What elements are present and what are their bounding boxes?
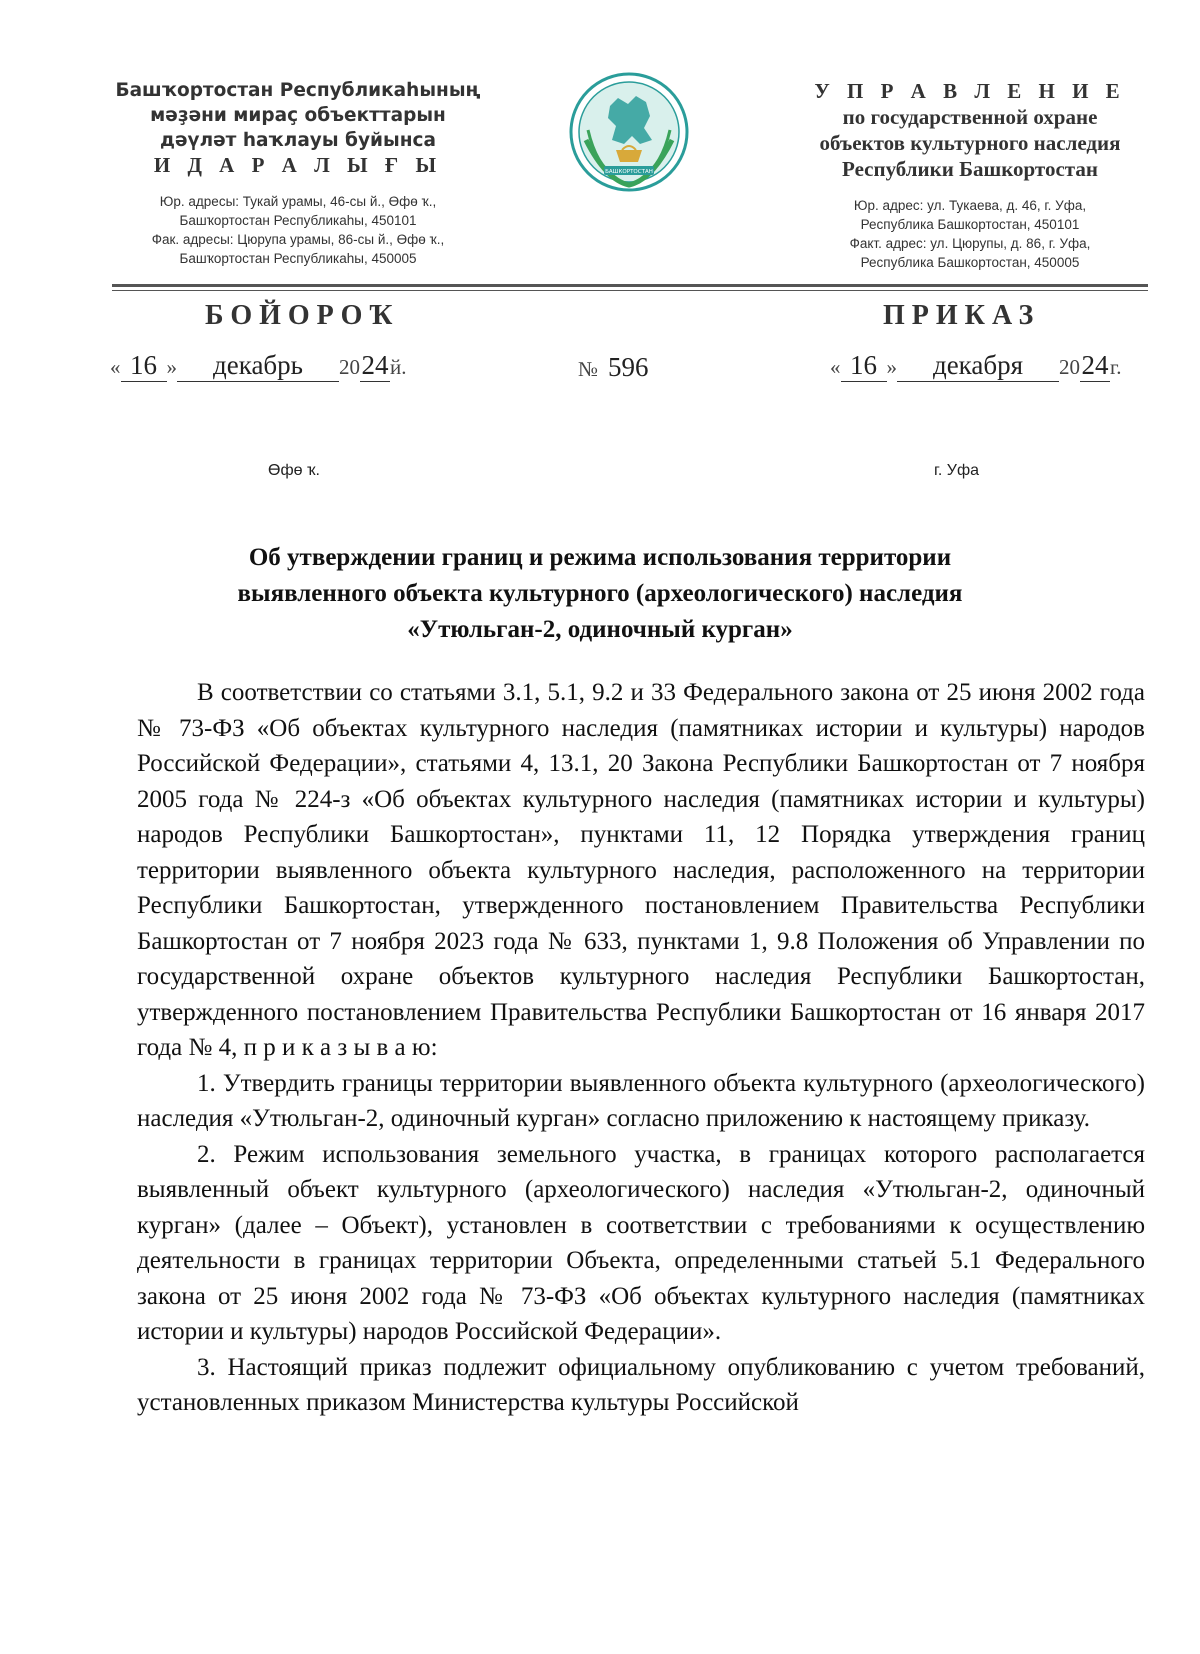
year-mark: г. (1110, 355, 1122, 379)
header-left-org (108, 78, 488, 268)
quote-open: « (830, 355, 841, 379)
date-russian (830, 350, 1122, 382)
number-sign: № (578, 357, 599, 381)
date-day: 16 (841, 350, 887, 382)
city-russian: г. Уфа (934, 462, 979, 479)
quote-close: » (166, 355, 177, 379)
title-line: «Утюльган-2, одиночный курган» (407, 616, 793, 643)
doc-type-bashkir: БОЙОРОҠ (205, 300, 400, 331)
quote-open: « (110, 355, 121, 379)
header-divider-thin (112, 290, 1148, 291)
paragraph-item-3: 3. Настоящий приказ подлежит официальному опубликованию с учетом требований, установленных приказом Министерства культуры Российской (137, 1353, 1145, 1416)
quote-close: » (886, 355, 897, 379)
doc-type-russian: ПРИКАЗ (883, 300, 1041, 331)
address-russian (790, 196, 1150, 272)
date-month: декабря (897, 350, 1059, 382)
address-line: Республика Башкортостан, 450005 (860, 255, 1080, 270)
year-mark: й. (390, 355, 407, 379)
date-bashkir (110, 350, 407, 382)
address-line: Башҡортостан Республикаһы, 450101 (179, 213, 417, 228)
org-line-bashkir-4: И Д А Р А Л Ы Ғ Ы (153, 153, 443, 177)
title-line: выявленного объекта культурного (археологического) наследия (237, 580, 963, 607)
address-line: Юр. адрес: ул. Тукаева, д. 46, г. Уфа, (853, 198, 1087, 213)
header-divider-thick (112, 284, 1148, 287)
org-line-bashkir-3: дәүләт һаҡлауы буйынса (160, 130, 436, 151)
order-number (578, 352, 649, 383)
address-line: Фак. адресы: Цюрупа урамы, 86-сы й., Өфө ҡ., (151, 232, 445, 247)
address-line: Республика Башкортостан, 450101 (860, 217, 1080, 232)
address-line: Юр. адресы: Тукай урамы, 46-сы й., Өфө ҡ., (159, 194, 437, 209)
number-value: 596 (608, 352, 649, 382)
paragraph-item-1: 1. Утвердить границы территории выявленного объекта культурного (археологического) наследия «Утюльган-2, одиночный курган» согласно приложению к настоящему приказу. (137, 1069, 1145, 1132)
year-suffix: 24 (361, 350, 389, 380)
org-line-russian-3: объектов культурного наследия (819, 131, 1121, 155)
year-prefix: 20 (1059, 355, 1080, 379)
org-line-russian-2: по государственной охране (842, 105, 1098, 129)
paragraph-preamble: В соответствии со статьями 3.1, 5.1, 9.2 и 33 Федерального закона от 25 июня 2002 года № 73-ФЗ «Об объектах культурного наследия (памятниках истории и культуры) народов Российской Федерации», статьями 4, 13.1, 20 Закона Республики Башкортостан от 7 ноября 2005 года № 224-з «Об объектах культурного наследия (памятниках истории и культуры) народов Республики Башкортостан», пунктами 11, 12 Порядка утверждения границ территории выявленного объекта культурного наследия, расположенного на территории Республики Башкортостан, утвержденного постановлением Правительства Республики Башкортостан от 7 ноября 2023 года № 633, пунктами 1, 9.8 Положения об Управлении по государственной охране объектов культурного наследия Республики Башкортостан, утвержденного постановлением Правительства Республики Башкортостан от 16 января 2017 года № 4, п р и к а з ы в а ю: (137, 679, 1145, 1061)
address-bashkir (108, 192, 488, 268)
title-line: Об утверждении границ и режима использования территории (248, 544, 952, 571)
org-line-russian-1: У П Р А В Л Е Н И Е (814, 79, 1126, 103)
coat-of-arms-icon (566, 70, 692, 198)
document-body (137, 675, 1145, 1421)
paragraph-item-2: 2. Режим использования земельного участка, в границах которого располагается выявленный объект культурного (археологического) наследия «Утюльган-2, одиночный курган» (далее – Объект), установлен в соответствии с требованиями к осуществлению деятельности в границах территории Объекта, определенными статьей 5.1 Федерального закона от 25 июня 2002 года № 73-ФЗ «Об объектах культурного наследия (памятниках истории и культуры) народов Российской Федерации». (137, 1140, 1145, 1345)
emblem-ribbon-text: БАШКОРТОСТАН (605, 169, 653, 175)
org-line-bashkir-1: Башҡортостан Республикаһының (115, 80, 481, 101)
address-line: Башҡортостан Республикаһы, 450005 (179, 251, 417, 266)
date-day: 16 (121, 350, 167, 382)
address-line: Факт. адрес: ул. Цюрупы, д. 86, г. Уфа, (849, 236, 1091, 251)
year-prefix: 20 (339, 355, 360, 379)
city-bashkir: Өфө ҡ. (268, 462, 320, 479)
org-line-bashkir-2: мәҙәни мираҫ объекттарын (150, 105, 446, 126)
document-title (150, 540, 1050, 648)
header-right-org (790, 78, 1150, 272)
year-suffix: 24 (1081, 350, 1109, 380)
org-line-russian-4: Республики Башкортостан (842, 157, 1098, 181)
date-month: декабрь (177, 350, 339, 382)
